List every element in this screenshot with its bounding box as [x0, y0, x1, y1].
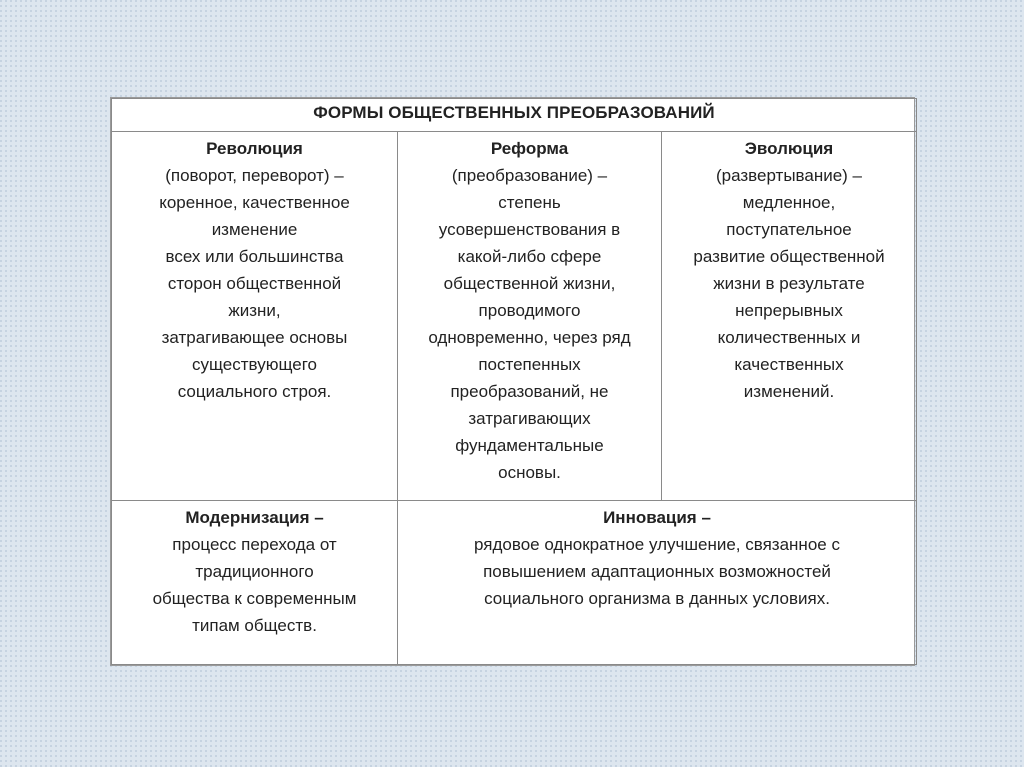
innovation-term: Инновация –: [603, 508, 711, 527]
slide: [110, 97, 915, 666]
modernization-term: Модернизация –: [185, 508, 324, 527]
modernization-cell: [112, 501, 398, 665]
innovation-description: рядовое однократное улучшение, связанное с повышением адаптационных возможностей социального организма в данных условиях.: [474, 535, 840, 608]
innovation-cell: [398, 501, 917, 665]
evolution-description: (развертывание) – медленное, поступательное развитие общественной жизни в результате непрерывных количественных и качественных изменений.: [693, 166, 885, 401]
reform-description: (преобразование) – степень усовершенствования в какой-либо сфере общественной жизни, проводимого одновременно, через ряд постепенных преобразований, не затрагивающих фундаментальные основы.: [428, 166, 631, 482]
modernization-description: процесс перехода от традиционного общества к современным типам обществ.: [152, 535, 357, 635]
revolution-term: Революция: [206, 139, 303, 158]
revolution-description: (поворот, переворот) – коренное, качественное изменение всех или большинства сторон общественной жизни, затрагивающее основы существующего социального строя.: [159, 166, 350, 401]
reform-term: Реформа: [490, 139, 569, 158]
revolution-cell: [112, 132, 398, 501]
evolution-term: Эволюция: [744, 139, 834, 158]
evolution-cell: [662, 132, 917, 501]
reform-cell: [398, 132, 662, 501]
table-title: ФОРМЫ ОБЩЕСТВЕННЫХ ПРЕОБРАЗОВАНИЙ: [112, 99, 917, 132]
forms-table: [111, 98, 917, 665]
